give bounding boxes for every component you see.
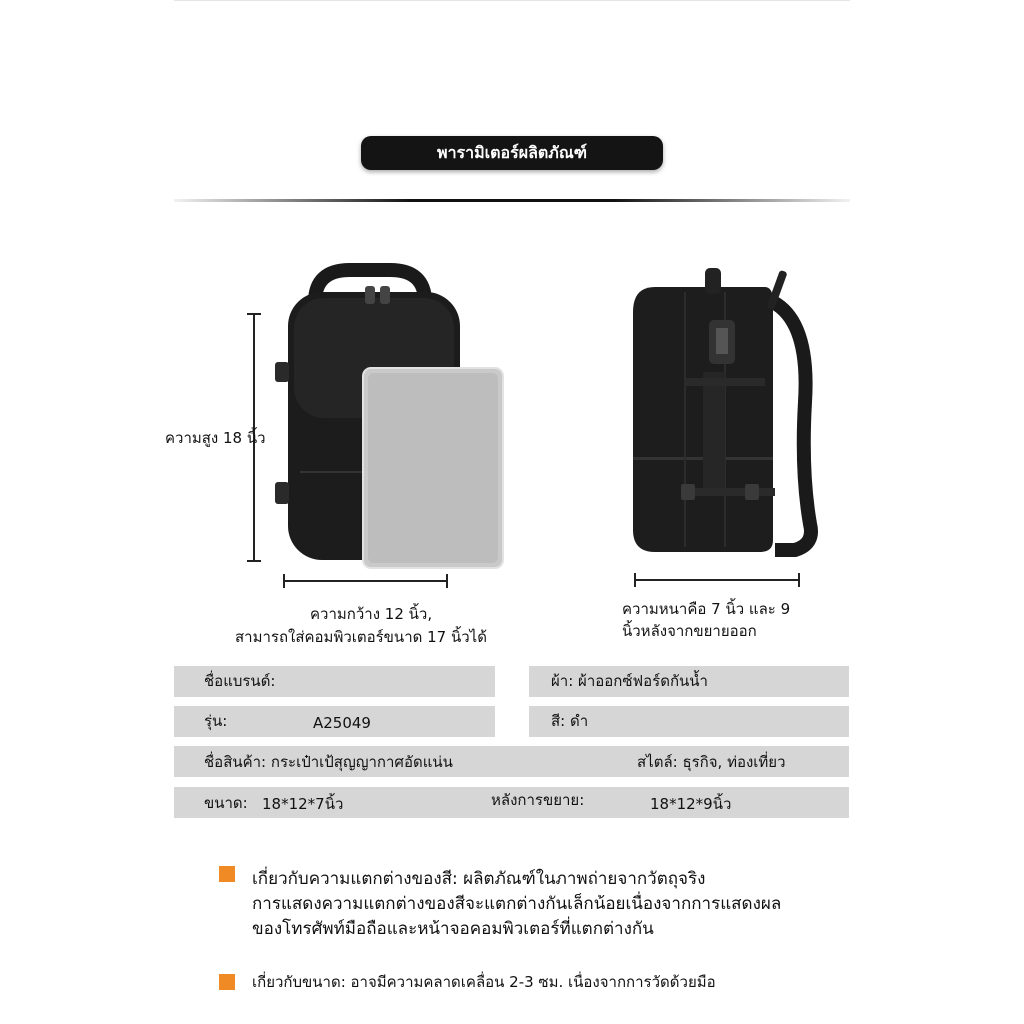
width-label-line1: ความกว้าง 12 นิ้ว,	[310, 605, 433, 623]
expanded-value: 18*12*9นิ้ว	[650, 795, 732, 813]
model-value: A25049	[313, 714, 371, 732]
width-dimension-cap-right	[446, 574, 448, 588]
depth-label-line2: นิ้วหลังจากขยายออก	[622, 622, 757, 640]
color-note-line3: ของโทรศัพท์มือถือและหน้าจอคอมพิวเตอร์ที่แตกต่างกัน	[252, 919, 654, 939]
section-title: พารามิเตอร์ผลิตภัณฑ์	[361, 136, 663, 170]
color-note-line2: การแสดงความแตกต่างของสีจะแตกต่างกันเล็กน้อยเนื่องจากการแสดงผล	[252, 894, 782, 914]
style-value: สไตล์: ธุรกิจ, ท่องเที่ยว	[637, 753, 786, 771]
depth-dimension-cap-left	[634, 573, 636, 587]
height-dimension-cap-top	[247, 313, 261, 315]
size-label: ขนาด:	[204, 794, 248, 812]
height-label: ความสูง 18 นิ้ว	[165, 429, 266, 447]
title-underline	[174, 199, 850, 202]
width-dimension-cap-left	[283, 574, 285, 588]
backpack-side-image	[625, 262, 825, 562]
expanded-label: หลังการขยาย:	[491, 791, 585, 809]
top-divider	[174, 0, 850, 1]
color-note-line1: เกี่ยวกับความแตกต่างของสี: ผลิตภัณฑ์ในภาพถ่ายจากวัตถุจริง	[252, 869, 706, 889]
color-note-bullet-icon	[219, 866, 235, 882]
product-name: ชื่อสินค้า: กระเป๋าเป้สุญญากาศอัดแน่น	[204, 753, 453, 771]
backpack-front-image	[270, 262, 510, 574]
depth-dimension-line	[634, 579, 800, 581]
width-dimension-line	[283, 580, 448, 582]
width-label-line2: สามารถใส่คอมพิวเตอร์ขนาด 17 นิ้วได้	[235, 628, 487, 646]
height-dimension-cap-bottom	[247, 560, 261, 562]
color-value: สี: ดำ	[551, 712, 589, 730]
size-note: เกี่ยวกับขนาด: อาจมีความคลาดเคลื่อน 2-3 ซม. เนื่องจากการวัดด้วยมือ	[252, 973, 716, 991]
depth-label-line1: ความหนาคือ 7 นิ้ว และ 9	[622, 600, 791, 618]
brand-label: ชื่อแบรนด์:	[204, 672, 276, 690]
size-note-bullet-icon	[219, 974, 235, 990]
depth-dimension-cap-right	[798, 573, 800, 587]
model-label: รุ่น:	[204, 712, 228, 730]
fabric-value: ผ้า: ผ้าออกซ์ฟอร์ดกันน้ำ	[551, 672, 708, 690]
size-value: 18*12*7นิ้ว	[262, 795, 344, 813]
